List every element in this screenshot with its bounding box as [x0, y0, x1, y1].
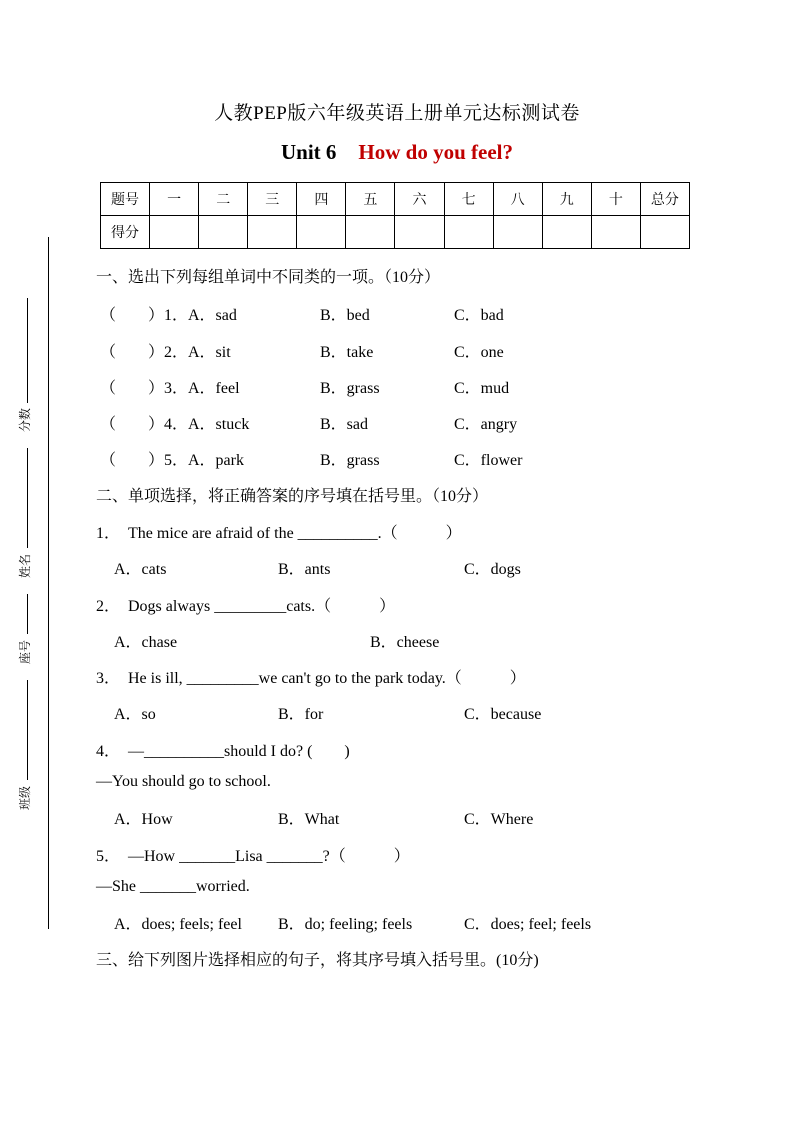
section1-title: 一、选出下列每组单词中不同类的一项。（10分） [96, 269, 441, 286]
s2-q4-option-b: B．What [278, 811, 340, 828]
score-table-header-row [101, 183, 690, 216]
side-label-class: 班级 [18, 785, 32, 810]
seat-blank-line [27, 594, 28, 634]
s1-item1-option-a: A．sad [188, 307, 237, 324]
score-cell: 三 [248, 183, 297, 216]
score-cell: 题号 [101, 183, 150, 216]
s2-q3-option-a: A．so [114, 706, 156, 723]
s2-q4-option-a: A．How [114, 811, 173, 828]
score-cell: 四 [297, 183, 346, 216]
score-table [100, 182, 690, 249]
s2-q2-option-b: B．cheese [370, 634, 440, 651]
s2-q4-stem: 4． —__________should I do? ( ) [96, 743, 350, 760]
s2-q5-option-c: C．does; feel; feels [464, 916, 592, 933]
s2-q5-option-b: B．do; feeling; feels [278, 916, 413, 933]
score-input-cell[interactable] [199, 216, 248, 249]
score-input-cell[interactable] [591, 216, 640, 249]
s2-q1-option-b: B．ants [278, 561, 331, 578]
s2-q1-option-a: A．cats [114, 561, 167, 578]
side-label-score: 分数 [18, 407, 32, 432]
s2-q5-stem: 5． —How _______Lisa _______?（ ） [96, 848, 410, 865]
class-blank-line [27, 680, 28, 780]
score-input-cell[interactable] [493, 216, 542, 249]
score-cell: 九 [542, 183, 591, 216]
s1-item2-number: （ ）2． [100, 344, 189, 361]
s2-q1-stem: 1． The mice are afraid of the __________.（ ） [96, 525, 462, 542]
s1-item2-option-b: B．take [320, 344, 374, 361]
s2-q3-option-b: B．for [278, 706, 324, 723]
s1-item5-option-b: B．grass [320, 452, 380, 469]
score-input-cell[interactable] [395, 216, 444, 249]
s2-q2-option-a: A．chase [114, 634, 178, 651]
s2-q5-option-a: A．does; feels; feel [114, 916, 242, 933]
unit-question: How do you feel? [358, 140, 513, 164]
score-input-cell[interactable] [444, 216, 493, 249]
s2-q1-option-c: C．dogs [464, 561, 521, 578]
document-title: 人教PEP版六年级英语上册单元达标测试卷 [214, 103, 580, 124]
s1-item2-option-a: A．sit [188, 344, 231, 361]
s1-item3-option-a: A．feel [188, 380, 240, 397]
s1-item3-number: （ ）3． [100, 380, 189, 397]
s1-item1-option-c: C．bad [454, 307, 504, 324]
score-table-score-row [101, 216, 690, 249]
s1-item4-option-a: A．stuck [188, 416, 250, 433]
s1-item5-option-c: C．flower [454, 452, 523, 469]
score-input-cell[interactable] [542, 216, 591, 249]
score-cell: 七 [444, 183, 493, 216]
score-input-cell[interactable] [297, 216, 346, 249]
score-cell: 五 [346, 183, 395, 216]
score-input-cell[interactable] [640, 216, 689, 249]
s1-item4-number: （ ）4． [100, 416, 189, 433]
score-cell: 总分 [640, 183, 689, 216]
s1-item3-option-b: B．grass [320, 380, 380, 397]
score-cell: 六 [395, 183, 444, 216]
score-cell: 一 [150, 183, 199, 216]
name-blank-line [27, 448, 28, 548]
score-cell: 二 [199, 183, 248, 216]
score-input-cell[interactable] [346, 216, 395, 249]
s2-q3-option-c: C．because [464, 706, 542, 723]
score-input-cell[interactable] [248, 216, 297, 249]
score-input-cell[interactable] [150, 216, 199, 249]
s1-item1-option-b: B．bed [320, 307, 370, 324]
side-label-seat: 座号 [18, 639, 32, 664]
s1-item4-option-c: C．angry [454, 416, 518, 433]
s2-q4-option-c: C．Where [464, 811, 534, 828]
s1-item5-option-a: A．park [188, 452, 244, 469]
s1-item5-number: （ ）5． [100, 452, 189, 469]
score-cell: 得分 [101, 216, 150, 249]
section3-title: 三、给下列图片选择相应的句子，将其序号填入括号里。(10分) [96, 952, 539, 969]
s1-item4-option-b: B．sad [320, 416, 369, 433]
unit-heading [0, 140, 794, 165]
score-cell: 八 [493, 183, 542, 216]
s2-q4-answer: —You should go to school. [96, 773, 271, 790]
section2-title: 二、单项选择，将正确答案的序号填在括号里。（10分） [96, 488, 489, 505]
binding-line [48, 237, 49, 929]
s1-item1-number: （ ）1． [100, 307, 189, 324]
s1-item3-option-c: C．mud [454, 380, 510, 397]
unit-label: Unit 6 [280, 140, 337, 164]
side-label-name: 姓名 [18, 553, 32, 578]
score-blank-line [27, 298, 28, 403]
s2-q2-stem: 2． Dogs always _________cats.（ ） [96, 598, 396, 615]
s1-item2-option-c: C．one [454, 344, 504, 361]
s2-q3-stem: 3． He is ill, _________we can't go to the park today.（ ） [96, 670, 526, 687]
score-cell: 十 [591, 183, 640, 216]
s2-q5-answer: —She _______worried. [96, 878, 250, 895]
